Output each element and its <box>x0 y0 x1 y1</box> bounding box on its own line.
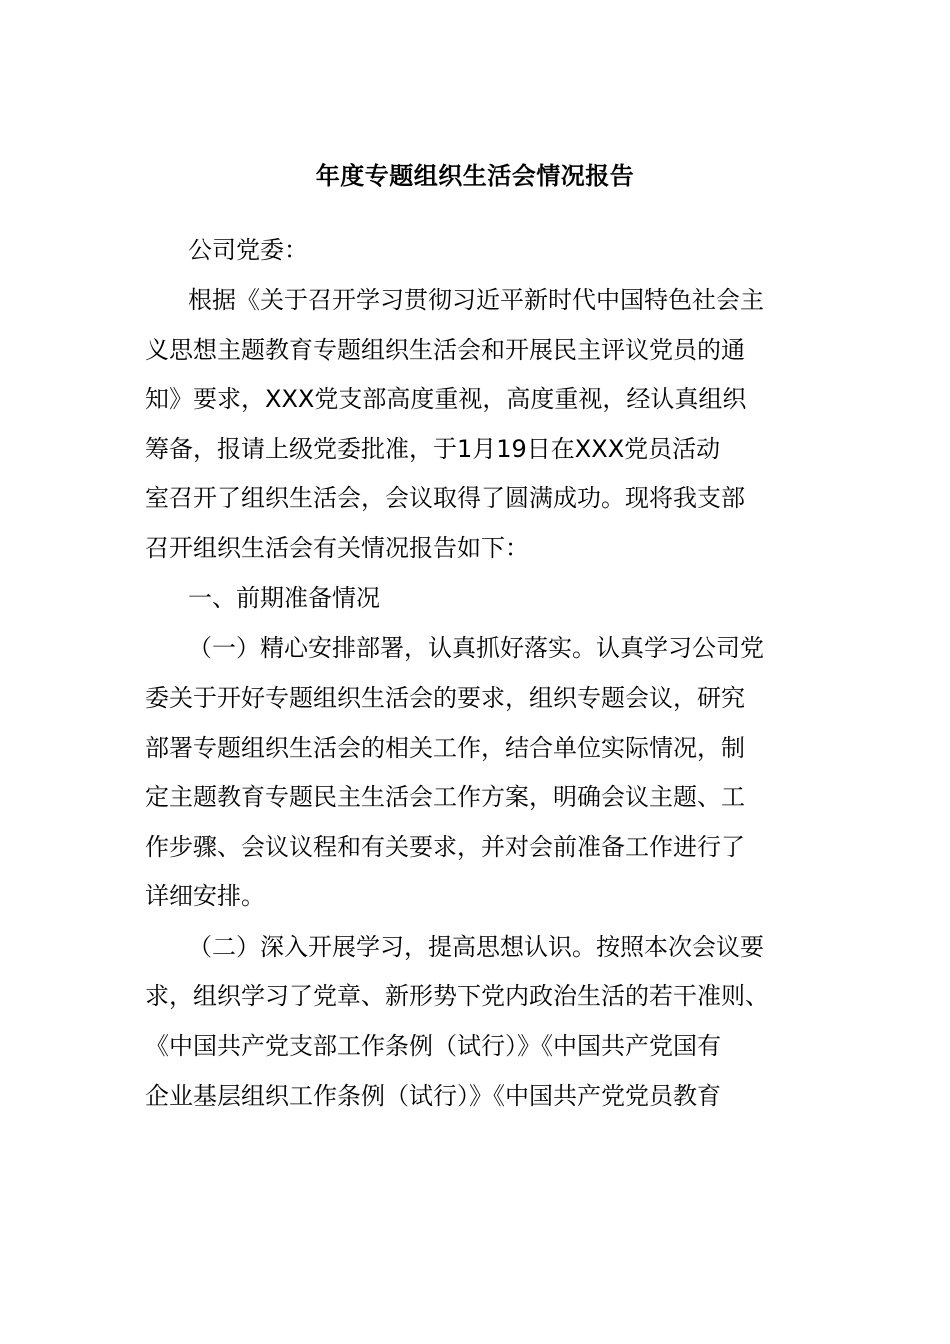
salutation: 公司党委： <box>188 236 308 264</box>
paragraph-line: （一）精心安排部署，认真抓好落实。认真学习公司党 <box>188 634 764 662</box>
paragraph-line: 部署专题组织生活会的相关工作，结合单位实际情况，制 <box>145 734 745 762</box>
document-title: 年度专题组织生活会情况报告 <box>315 162 635 190</box>
paragraph-line: 《中国共产党支部工作条例（试行）》《中国共产党国有 <box>145 1032 721 1060</box>
section-heading: 一、前期准备情况 <box>188 584 380 612</box>
paragraph-line: 知》要求，XXX党支部高度重视，高度重视，经认真组织 <box>145 385 747 413</box>
paragraph-line: 义思想主题教育专题组织生活会和开展民主评议党员的通 <box>145 336 745 364</box>
paragraph-line: 企业基层组织工作条例（试行）》《中国共产党党员教育 <box>145 1082 721 1110</box>
paragraph-line: 求，组织学习了党章、新形势下党内政治生活的若干准则、 <box>145 982 769 1010</box>
paragraph-line: 作步骤、会议议程和有关要求，并对会前准备工作进行了 <box>145 833 745 861</box>
paragraph-line: 筹备，报请上级党委批准，于1月19日在XXX党员活动 <box>145 435 721 463</box>
paragraph-line: 定主题教育专题民主生活会工作方案，明确会议主题、工 <box>145 783 745 811</box>
paragraph-line: 室召开了组织生活会，会议取得了圆满成功。现将我支部 <box>145 484 745 512</box>
paragraph-line: 详细安排。 <box>145 882 265 910</box>
paragraph-line: （二）深入开展学习，提高思想认识。按照本次会议要 <box>188 933 764 961</box>
paragraph-line: 委关于开好专题组织生活会的要求，组织专题会议，研究 <box>145 684 745 712</box>
paragraph-line: 根据《关于召开学习贯彻习近平新时代中国特色社会主 <box>188 286 764 314</box>
paragraph-line: 召开组织生活会有关情况报告如下： <box>145 534 529 562</box>
